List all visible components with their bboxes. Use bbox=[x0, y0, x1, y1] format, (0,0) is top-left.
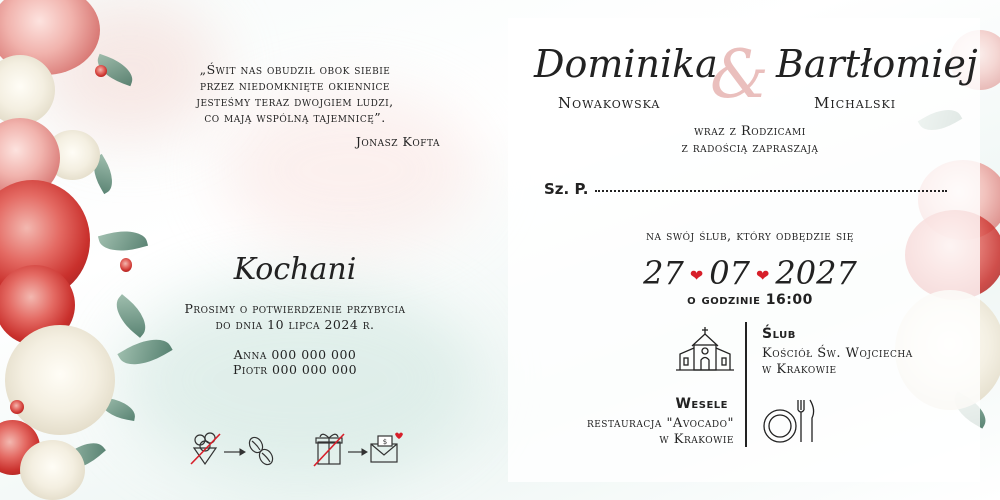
ceremony-intro: na swój ślub, który odbędzie się bbox=[646, 229, 854, 244]
flowers-crossed-icon bbox=[191, 433, 220, 464]
heart-icon: ❤ bbox=[756, 266, 770, 285]
rsvp-heading: Kochani bbox=[233, 252, 357, 287]
guest-name-line bbox=[595, 190, 947, 192]
money-envelope-icon bbox=[371, 433, 403, 463]
ceremony-title: Ślub bbox=[762, 326, 796, 342]
arrow-right-icon bbox=[224, 449, 245, 455]
date-month: 07 bbox=[709, 254, 750, 292]
poem-quote bbox=[150, 62, 440, 126]
quote-line: przez niedomknięte okiennice bbox=[200, 78, 390, 93]
groom-last-name: Michalski bbox=[814, 94, 897, 112]
contact-piotr: Piotr 000 000 000 bbox=[232, 362, 358, 377]
gift-preferences-icons bbox=[186, 430, 406, 470]
reception-title: Wesele bbox=[675, 396, 728, 412]
rsvp-line: do dnia 10 lipca 2024 r. bbox=[215, 317, 375, 332]
svg-text:$: $ bbox=[382, 438, 388, 446]
church-icon bbox=[676, 326, 734, 372]
rsvp-contacts bbox=[200, 347, 390, 377]
guest-label: Sz. P. bbox=[544, 180, 589, 198]
ceremony-place-line: w Krakowie bbox=[762, 362, 837, 377]
plate-cutlery-icon bbox=[760, 398, 818, 444]
couple-names bbox=[530, 36, 978, 122]
ampersand: & bbox=[710, 36, 769, 113]
ceremony-place-line: Kościół Św. Wojciecha bbox=[762, 346, 913, 361]
heart-icon: ❤ bbox=[689, 266, 704, 285]
invitation-text bbox=[600, 123, 900, 157]
quote-line: co mają wspólną tajemnicę”. bbox=[204, 110, 386, 125]
invitation-line: wraz z Rodzicami bbox=[694, 124, 806, 139]
contact-anna: Anna 000 000 000 bbox=[233, 347, 357, 362]
bride-last-name: Nowakowska bbox=[558, 94, 661, 112]
wedding-date bbox=[620, 254, 880, 294]
reception-place-line: w Krakowie bbox=[659, 432, 734, 447]
bride-first-name: Dominika bbox=[534, 42, 718, 86]
date-year: 2027 bbox=[775, 254, 857, 292]
rsvp-line: Prosimy o potwierdzenie przybycia bbox=[184, 301, 406, 316]
arrow-right-icon bbox=[348, 449, 367, 455]
vertical-divider bbox=[745, 322, 747, 447]
gift-crossed-icon bbox=[314, 434, 344, 466]
quote-author: Jonasz Kofta bbox=[355, 134, 440, 149]
rsvp-text bbox=[150, 301, 440, 333]
coffee-beans-icon bbox=[247, 435, 275, 467]
groom-first-name: Bartłomiej bbox=[776, 42, 978, 86]
quote-line: jesteśmy teraz dwojgiem ludzi, bbox=[196, 94, 394, 109]
date-day: 27 bbox=[643, 254, 684, 292]
reception-place bbox=[540, 416, 734, 448]
reception-place-line: restauracja "Avocado" bbox=[586, 416, 734, 431]
wedding-time: o godzinie 16:00 bbox=[687, 292, 813, 308]
quote-line: „Świt nas obudził obok siebie bbox=[199, 62, 391, 77]
ceremony-place bbox=[762, 346, 962, 378]
invitation-line: z radością zapraszają bbox=[681, 141, 819, 156]
